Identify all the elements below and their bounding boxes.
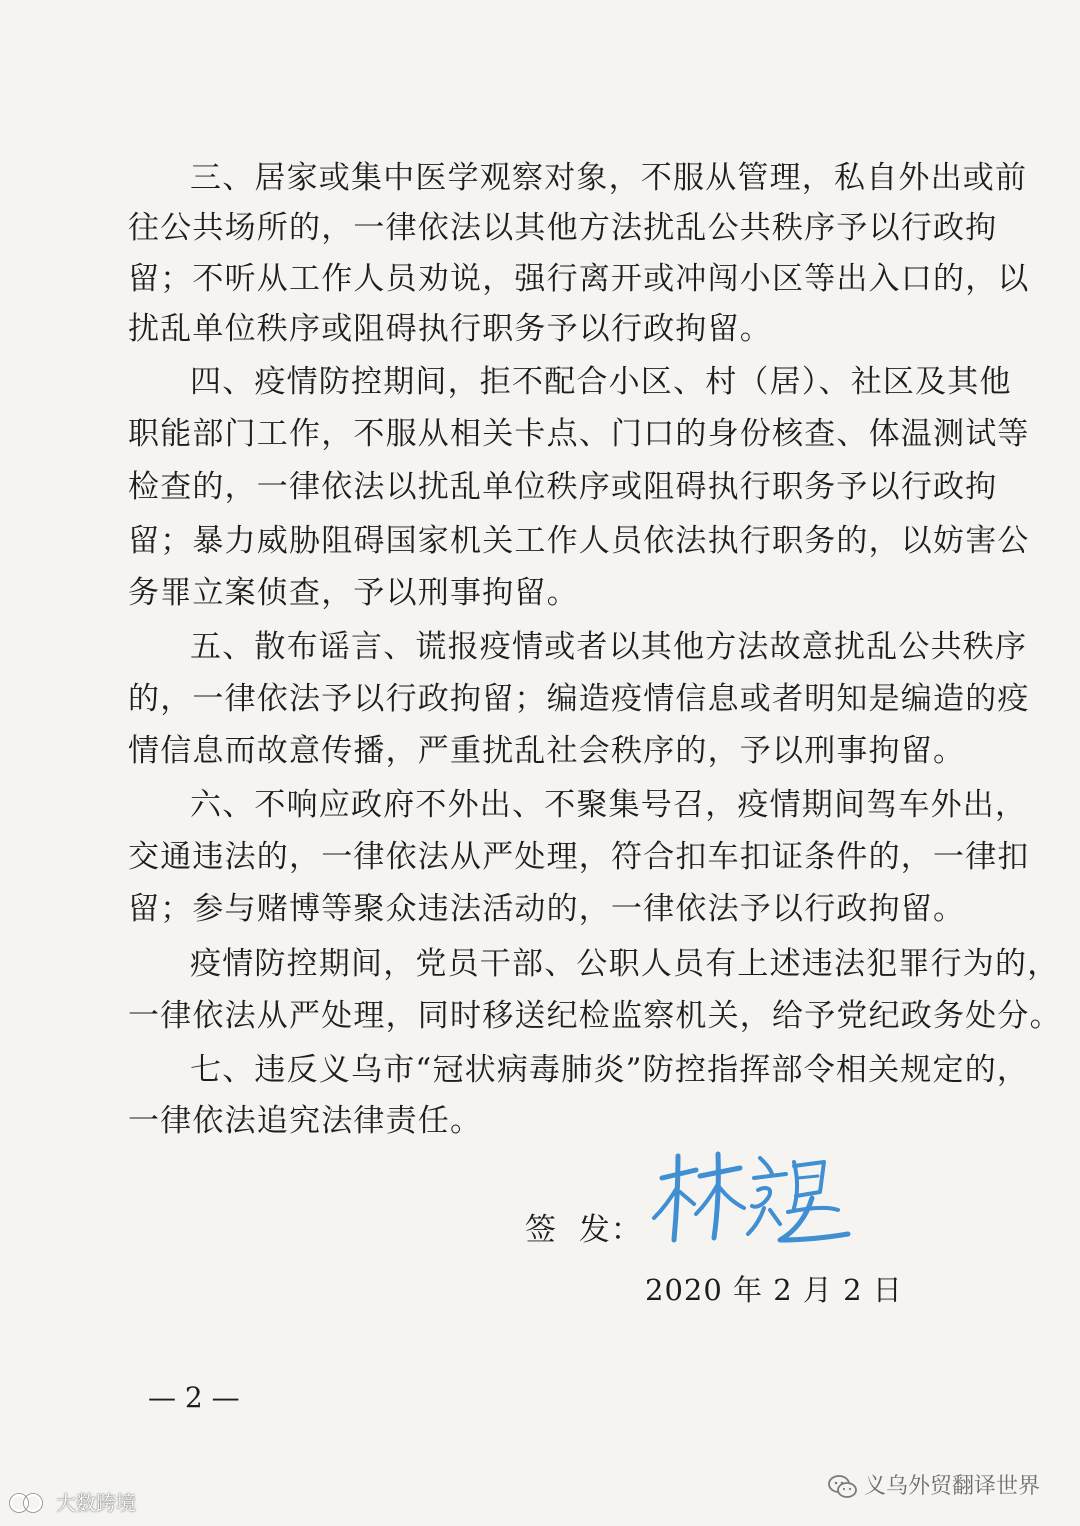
text-line: 检查的，一律依法以扰乱单位秩序或阻碍执行职务予以行政拘 xyxy=(128,469,998,505)
issue-date: 2020 年 2 月 2 日 xyxy=(645,1273,903,1307)
text-line: 留；暴力威胁阻碍国家机关工作人员依法执行职务的，以妨害公 xyxy=(128,523,1030,559)
text-line: 疫情防控期间，党员干部、公职人员有上述违法犯罪行为的， xyxy=(190,946,1060,982)
text-line: 留；不听从工作人员劝说，强行离开或冲闯小区等出入口的，以 xyxy=(128,261,1030,297)
text-line: 三、居家或集中医学观察对象，不服从管理，私自外出或前 xyxy=(190,160,1028,196)
text-line: 职能部门工作，不服从相关卡点、门口的身份核查、体温测试等 xyxy=(128,416,1030,452)
text-line: 一律依法追究法律责任。 xyxy=(128,1103,483,1139)
text-line: 交通违法的，一律依法从严处理，符合扣车扣证条件的，一律扣 xyxy=(128,839,1030,875)
text-line: 往公共场所的，一律依法以其他方法扰乱公共秩序予以行政拘 xyxy=(128,210,998,246)
text-line: 务罪立案侦查，予以刑事拘留。 xyxy=(128,575,579,611)
text-line: 四、疫情防控期间，拒不配合小区、村（居）、社区及其他 xyxy=(190,364,1012,400)
text-line: 一律依法从严处理，同时移送纪检监察机关，给予党纪政务处分。 xyxy=(128,998,1062,1034)
handwritten-signature xyxy=(648,1148,853,1248)
text-line: 扰乱单位秩序或阻碍执行职务予以行政拘留。 xyxy=(128,311,772,347)
wechat-icon xyxy=(828,1474,858,1500)
watermark-right xyxy=(828,1472,1040,1502)
brand-logo-icon xyxy=(8,1492,52,1514)
text-line: 六、不响应政府不外出、不聚集号召，疫情期间驾车外出， xyxy=(190,787,1028,823)
text-line: 情信息而故意传播，严重扰乱社会秩序的，予以刑事拘留。 xyxy=(128,733,966,769)
watermark-left-text: 大数跨境 xyxy=(56,1491,136,1515)
page-number: — 2 — xyxy=(148,1381,240,1414)
sign-label: 签 发： xyxy=(525,1212,643,1248)
watermark-left xyxy=(8,1488,136,1518)
text-line: 七、违反义乌市“冠状病毒肺炎”防控指挥部令相关规定的， xyxy=(190,1052,1030,1088)
watermark-right-text: 义乌外贸翻译世界 xyxy=(863,1474,1040,1499)
text-line: 五、散布谣言、谎报疫情或者以其他方法故意扰乱公共秩序 xyxy=(190,629,1028,665)
text-line: 的，一律依法予以行政拘留；编造疫情信息或者明知是编造的疫 xyxy=(128,681,1030,717)
text-line: 留；参与赌博等聚众违法活动的，一律依法予以行政拘留。 xyxy=(128,891,966,927)
